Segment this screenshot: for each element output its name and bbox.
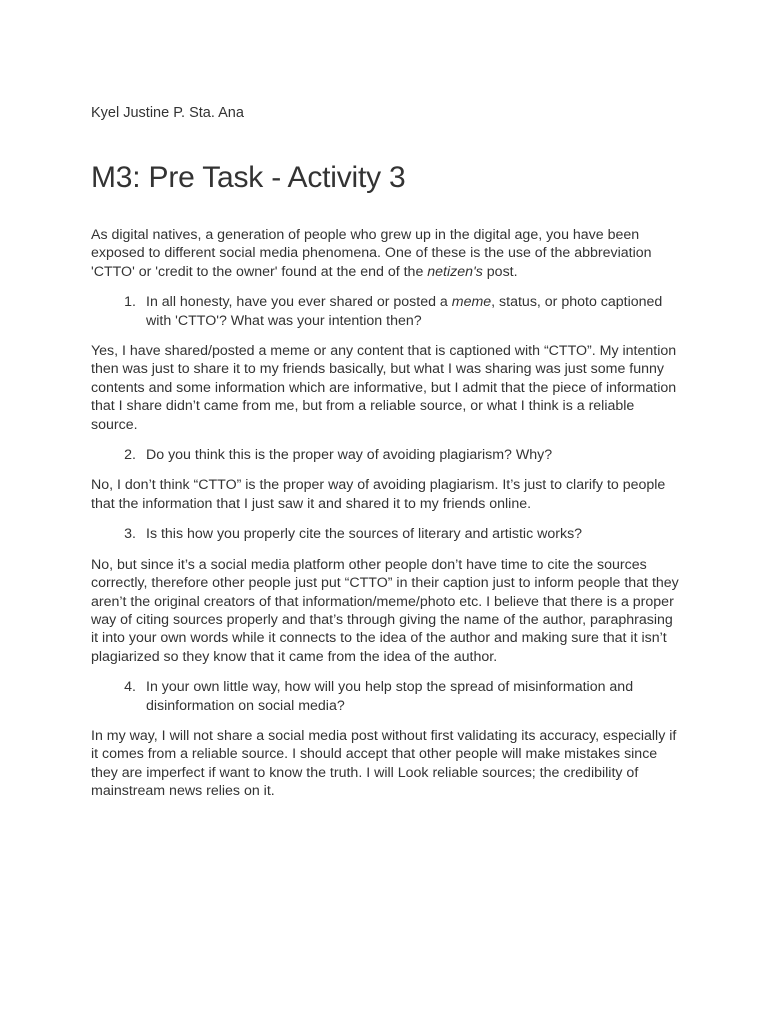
document-body	[91, 226, 681, 813]
intro-text-part1: As digital natives, a generation of people who grew up in the digital age, you have been exposed to different social media phenomena. One of these is the use of the abbreviation 'CTTO' or 'credit to the owner' found at the end of the	[91, 227, 652, 280]
question-1-text-part1: In all honesty, have you ever shared or posted a	[146, 294, 452, 311]
answer-1: Yes, I have shared/posted a meme or any content that is captioned with “CTTO”. My intention then was just to share it to my friends basically, but what I was sharing was just some funny contents and some information which are informative, but I admit that the piece of information that I share didn’t came from me, but from a reliable source, or what I think is a reliable source.	[91, 343, 677, 433]
question-2-number: 2.	[124, 447, 136, 464]
answer-4: In my way, I will not share a social media post without first validating its accuracy, especially if it comes from a reliable source. I should accept that other people will make mistakes since they are imperfect if want to know the truth. I will Look reliable sources; the credibility of mainstream news relies on it.	[91, 727, 677, 800]
document-title: M3: Pre Task - Activity 3	[91, 161, 406, 194]
author-name: Kyel Justine P. Sta. Ana	[91, 105, 244, 121]
question-4	[91, 678, 681, 715]
question-3-text: Is this how you properly cite the sources of literary and artistic works?	[146, 526, 583, 543]
question-1	[91, 293, 681, 330]
question-1-text-part2: , status, or photo captioned with 'CTTO'? What was your intention then?	[146, 294, 663, 329]
intro-text-part2: post.	[482, 263, 518, 280]
intro-paragraph	[91, 226, 681, 281]
question-4-text: In your own little way, how will you help stop the spread of misinformation and disinformation on social media?	[146, 679, 634, 714]
question-3-number: 3.	[124, 526, 136, 543]
question-3	[91, 525, 681, 543]
question-1-number: 1.	[124, 294, 136, 311]
question-1-italic-term: meme	[451, 294, 492, 311]
question-4-number: 4.	[124, 679, 136, 696]
answer-3: No, but since it’s a social media platform other people don’t have time to cite the sources correctly, therefore other people just put “CTTO” in their caption just to inform people that they aren’t the original creators of that information/meme/photo etc. I believe that there is a proper way of citing sources properly and that’s through giving the name of the author, paraphrasing it into your own words while it connects to the idea of the author and making sure that it isn’t plagiarized so they know that it came from the idea of the author.	[91, 556, 679, 665]
question-2	[91, 446, 681, 464]
answer-2: No, I don’t think “CTTO” is the proper way of avoiding plagiarism. It’s just to clarify to people that the information that I just saw it and shared it to my friends online.	[91, 477, 666, 512]
question-1-text	[136, 293, 681, 330]
question-2-text: Do you think this is the proper way of avoiding plagiarism? Why?	[146, 447, 553, 464]
intro-italic-term: netizen's	[427, 263, 483, 280]
